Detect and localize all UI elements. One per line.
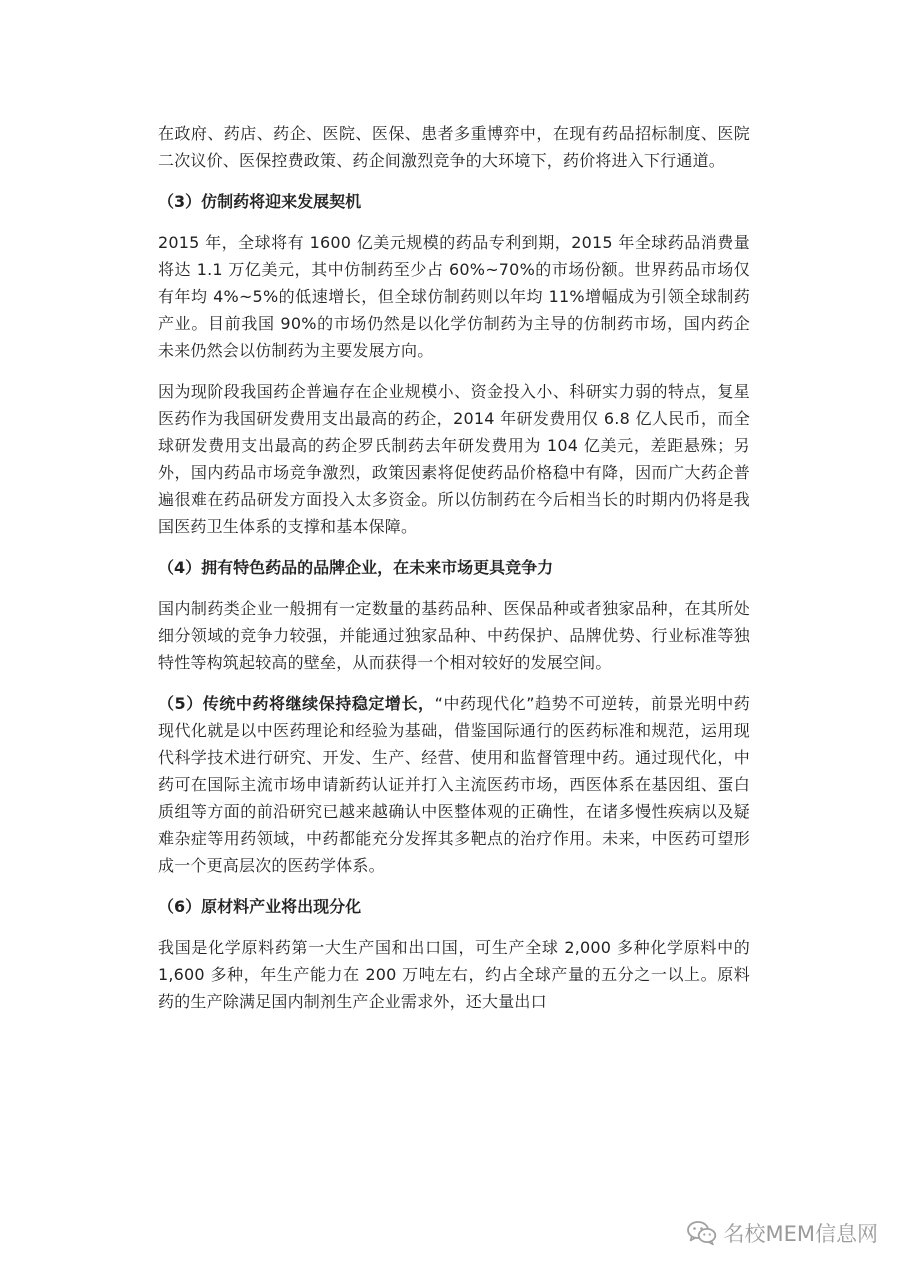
- paragraph-raw-materials: 我国是化学原料药第一大生产国和出口国，可生产全球 2,000 多种化学原料中的 1,600 多种，年生产能力在 200 万吨左右，约占全球产量的五分之一以上。原料药的生产除满足国内制剂生产企业需求外，还大量出口: [158, 938, 750, 1011]
- section-heading-4: （4）拥有特色药品的品牌企业，在未来市场更具竞争力: [158, 558, 554, 577]
- section-heading-3: （3）仿制药将迎来发展契机: [158, 192, 362, 211]
- paragraph-brand-enterprises: 国内制药类企业一般拥有一定数量的基药品种、医保品种或者独家品种，在其所处细分领域的竞争力较强，并能通过独家品种、中药保护、品牌优势、行业标准等独特性等构筑起较高的壁垒，从而获得一个相对较好的发展空间。: [158, 599, 750, 672]
- watermark-text: 名校MEM信息网: [723, 1222, 878, 1246]
- paragraph-generic-market: 2015 年，全球将有 1600 亿美元规模的药品专利到期，2015 年全球药品消费量将达 1.1 万亿美元，其中仿制药至少占 60%~70%的市场份额。世界药品市场仅有年均 4%~5%的低速增长，但全球仿制药则以年均 11%增幅成为引领全球制药产业。目前我国 90%的市场仍然是以化学仿制药为主导的仿制药市场，国内药企未来仍然会以仿制药为主要发展方向。: [158, 233, 750, 360]
- watermark: [687, 1218, 878, 1248]
- wechat-icon: [687, 1220, 717, 1246]
- paragraph-rd-spending: 因为现阶段我国药企普遍存在企业规模小、资金投入小、科研实力弱的特点，复星医药作为我国研发费用支出最高的药企，2014 年研发费用仅 6.8 亿人民币，而全球研发费用支出最高的药企罗氏制药去年研发费用为 104 亿美元，差距悬殊；另外，国内药品市场竞争激烈，政策因素将促使药品价格稳中有降，因而广大药企普遍很难在药品研发方面投入太多资金。所以仿制药在今后相当长的时期内仍将是我国医药卫生体系的支撑和基本保障。: [158, 382, 750, 536]
- section-heading-5: （5）传统中药将继续保持稳定增长，: [158, 694, 435, 713]
- article-body: [158, 120, 750, 1029]
- section-heading-6: （6）原材料产业将出现分化: [158, 897, 362, 916]
- paragraph-tcm-body: “中药现代化”趋势不可逆转，前景光明中药现代化就是以中医药理论和经验为基础，借鉴国际通行的医药标准和规范，运用现代科学技术进行研究、开发、生产、经营、使用和监督管理中药。通过现代化，中药可在国际主流市场申请新药认证并打入主流医药市场，西医体系在基因组、蛋白质组等方面的前沿研究已越来越确认中医整体观的正确性，在诸多慢性疾病以及疑难杂症等用药领域，中药都能充分发挥其多靶点的治疗作用。未来，中医药可望形成一个更高层次的医药学体系。: [158, 694, 750, 875]
- paragraph-intro: 在政府、药店、药企、医院、医保、患者多重博弈中，在现有药品招标制度、医院二次议价、医保控费政策、药企间激烈竞争的大环境下，药价将进入下行通道。: [158, 124, 750, 170]
- paragraph-tcm: [158, 690, 750, 879]
